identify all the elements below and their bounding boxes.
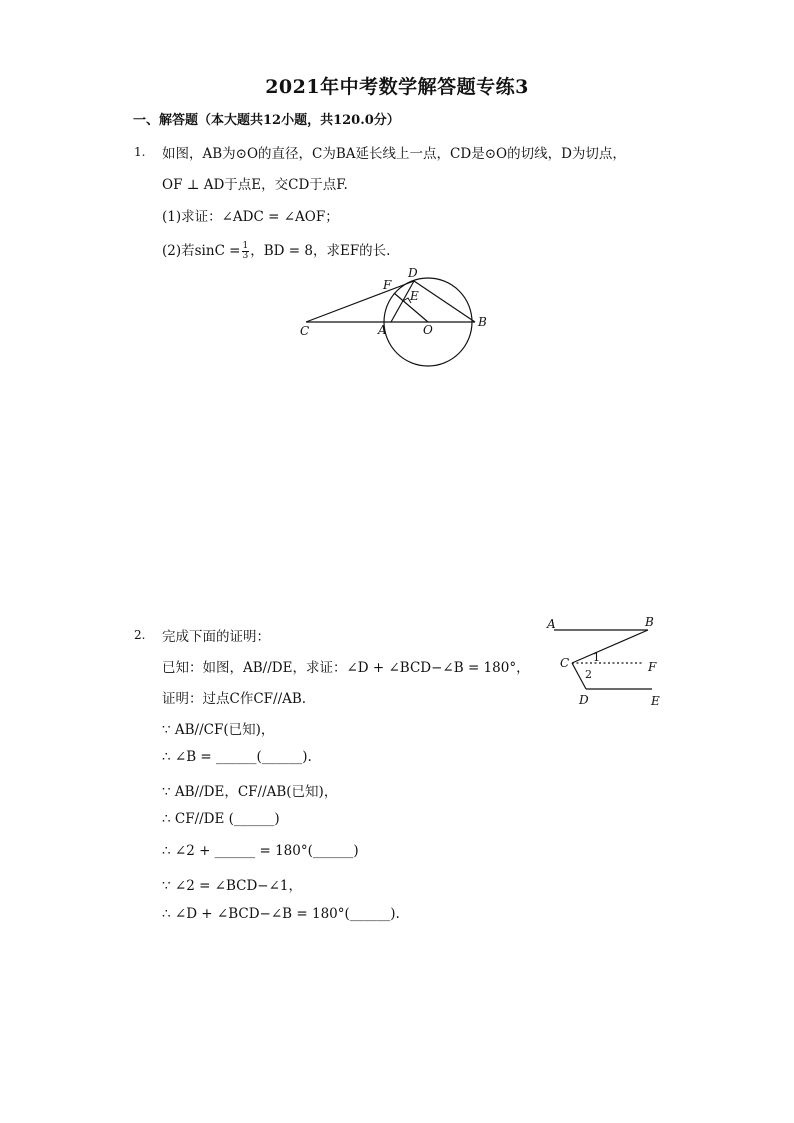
question-2-proof-start: 证明：过点C作CF//AB. — [162, 691, 307, 707]
question-2-given: 已知：如图，AB//DE，求证：∠D + ∠BCD−∠B = 180°， — [162, 660, 530, 676]
question-2-number: 2. — [134, 628, 146, 642]
fraction-one-third — [242, 242, 250, 261]
question-2-figure — [540, 612, 670, 712]
label-d: D — [579, 693, 589, 707]
label-d: D — [408, 266, 418, 280]
proof-step-1: ∵ AB//CF(已知)， — [162, 722, 275, 738]
proof-step-6: ∵ ∠2 = ∠BCD−∠1， — [162, 878, 303, 894]
label-e: E — [651, 694, 660, 708]
proof-step-4: ∴ CF//DE (______) — [162, 811, 280, 827]
label-e: E — [410, 289, 419, 303]
label-o: O — [423, 323, 433, 337]
proof-step-3: ∵ AB//DE，CF//AB(已知)， — [162, 784, 338, 800]
section-heading: 一、解答题（本大题共12小题，共120.0分） — [133, 113, 400, 128]
question-1-line-2: OF ⊥ AD于点E，交CD于点F. — [162, 177, 348, 193]
label-c: C — [300, 324, 310, 338]
proof-step-2: ∴ ∠B = ______(______). — [162, 749, 312, 765]
line-bc — [572, 630, 648, 663]
question-1-part-1: (1)求证：∠ADC = ∠AOF； — [162, 209, 339, 225]
angle-2-label: 2 — [585, 668, 592, 681]
question-1-figure — [290, 262, 500, 370]
page-title: 2021年中考数学解答题专练3 — [265, 76, 529, 98]
proof-step-7: ∴ ∠D + ∠BCD−∠B = 180°(______). — [162, 906, 400, 922]
question-1-number: 1. — [134, 145, 146, 159]
label-b: B — [478, 315, 487, 329]
label-a: A — [547, 617, 556, 631]
tangent-cd — [306, 281, 414, 322]
question-1-part-2 — [162, 239, 390, 261]
question-2-line-1: 完成下面的证明： — [162, 629, 270, 645]
fraction-denominator: 3 — [242, 251, 249, 261]
label-f: F — [383, 278, 392, 292]
question-1-line-1: 如图，AB为⊙O的直径，C为BA延长线上一点，CD是⊙O的切线，D为切点， — [162, 146, 626, 162]
part-2-prefix: (2)若sinC = — [162, 243, 241, 259]
label-b: B — [645, 615, 654, 629]
proof-step-5: ∴ ∠2 + ______ = 180°(______) — [162, 843, 359, 859]
label-a: A — [378, 323, 387, 337]
line-cd — [572, 663, 586, 689]
part-2-suffix: ，BD = 8，求EF的长. — [250, 243, 391, 259]
chord-bd — [414, 281, 475, 322]
fraction-numerator: 1 — [242, 241, 249, 251]
label-f: F — [648, 660, 657, 674]
label-c: C — [560, 656, 570, 670]
angle-1-label: 1 — [593, 651, 600, 664]
